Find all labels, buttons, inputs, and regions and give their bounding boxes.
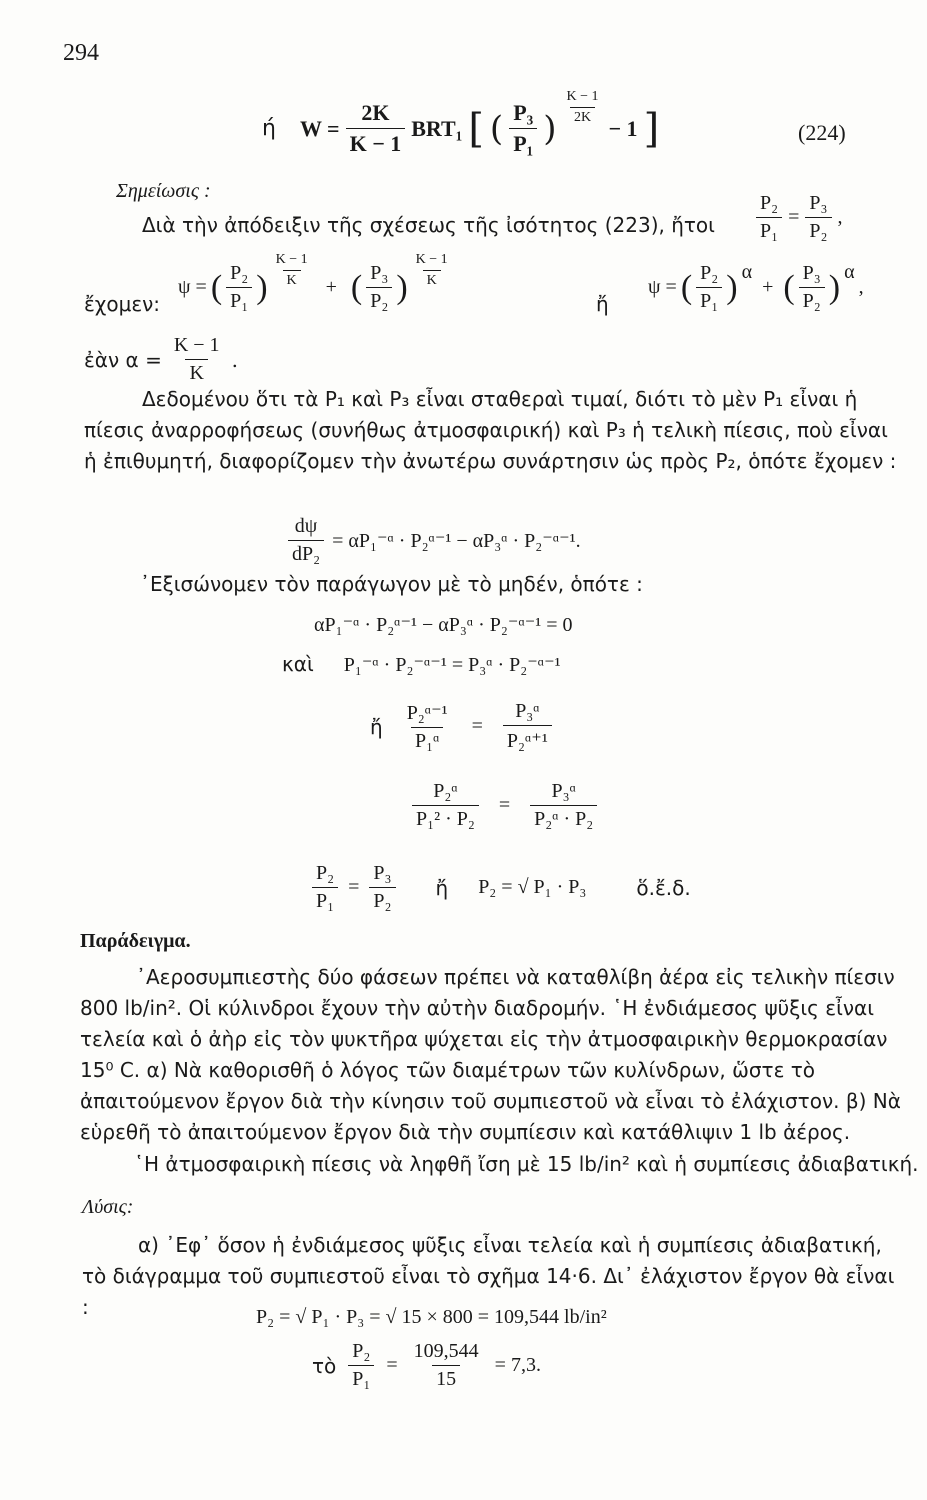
psi-symbol-2: ψ = [648, 276, 677, 298]
equation-fraction-2: $\frac{\text{P₂ᵅ}}{\text{P₁² · P₂}}$ = $\frac{\text{P₃ᵅ}}{\text{P₂ᵅ · P₂}}$ [412, 780, 597, 831]
solution-eq-1: P₂ = √ P₁ · P₃ = √ 15 × 800 = 109,544 lb/in² [256, 1306, 607, 1328]
note-n1: P₂ [760, 192, 779, 214]
f2-n2: P₃ᵅ [551, 780, 576, 802]
or-word: ή [262, 116, 276, 141]
psi-or: ἤ [596, 292, 609, 316]
f2-d1: P₁² · P₂ [412, 805, 479, 831]
psi-exp-den-2: K [423, 270, 441, 289]
eq224-p3: P₃ [513, 100, 534, 125]
sol-n2: 109,544 [413, 1340, 479, 1362]
solution-text: α) ᾿Εφ᾿ ὅσον ἡ ἐνδιάμεσος ψῦξις εἶναι τελεία καὶ ἡ συμπίεσις ἀδιαβατική, τὸ διάγραμμα τοῦ συμπιεστοῦ εἶναι τὸ σχῆμα 14·6. Δι᾿ ἐλάχιστον ἔργον θὰ εἶναι : [82, 1233, 895, 1319]
set-zero-text: ᾿Εξισώνομεν τὸν παράγωγον μὲ τὸ μηδέν, ὁπότε : [140, 572, 643, 596]
psi2-alpha-2: α [844, 261, 855, 283]
psi-p2b: P₂ [366, 287, 392, 313]
fin-d2: P₂ [369, 887, 395, 913]
alpha-text: ἐὰν α = [84, 347, 162, 372]
psi2-p2b: P₂ [799, 287, 825, 313]
f2-d2: P₂ᵅ · P₂ [530, 805, 597, 831]
equation-or: ἤ $\frac{\text{P₂ᵅ⁻¹}}{\text{P₁ᵅ}}$ = $\frac{\text{P₃ᵅ}}{\text{P₂ᵅ⁺¹}}$ [370, 700, 552, 753]
minus-one: − 1 [608, 115, 638, 141]
psi-equation-2: ψ = ( $\frac{\text{P₂}}{\text{P₁}}$ ) α + ( $\frac{\text{P₃}}{\text{P₂}}$ ) α , [648, 261, 864, 312]
eq224-frac-num: 2K [361, 100, 390, 125]
fin-n2: P₃ [373, 862, 392, 884]
alpha-den: K [185, 359, 207, 385]
equation-224 [262, 89, 660, 157]
paren-open: ( [489, 108, 504, 149]
deriv-rhs: = αP₁⁻ᵅ · P₂ᵅ⁻¹ − αP₃ᵅ · P₂⁻ᵅ⁻¹. [332, 530, 581, 552]
fin-sqrt: P₂ = √ P₁ · P₃ [478, 876, 587, 898]
example-heading: Παράδειγμα. [80, 930, 191, 952]
and-equation: P₁⁻ᵅ · P₂⁻ᵅ⁻¹ = P₃ᵅ · P₂⁻ᵅ⁻¹ [343, 654, 561, 676]
w-lhs: W = [299, 115, 340, 141]
deriv-num: dψ [294, 515, 318, 537]
alpha-definition: ἐὰν α = $\frac{K - 1}{K}$ . [84, 334, 238, 384]
eqor-n2: P₃ᵅ [515, 700, 540, 722]
solution-eq-2 [312, 1340, 541, 1391]
eqor-n1: P₂ᵅ⁻¹ [406, 702, 448, 724]
psi-p3: P₃ [370, 262, 389, 284]
note-n2: P₃ [809, 192, 828, 214]
psi-lead: ἔχομεν: [84, 292, 161, 316]
note-line-1: Διὰ τὴν ἀπόδειξιν τῆς σχέσεως τῆς ἰσότητος (223), ἤτοι [142, 213, 715, 237]
brt-term: BRT₁ [411, 115, 463, 141]
bracket-open: [ [468, 105, 484, 152]
fin-d1: P₁ [312, 887, 338, 913]
and-word: καὶ [282, 652, 314, 676]
sol-d2: 15 [432, 1365, 460, 1391]
eq224-p1: P₁ [509, 128, 537, 157]
fin-n1: P₂ [316, 862, 335, 884]
eq224-exp-den: 2K [570, 107, 595, 126]
deriv-den: dP₂ [288, 540, 324, 566]
note-comma: , [837, 206, 843, 228]
psi-exp-num-2: K − 1 [415, 252, 448, 267]
page-number: 294 [63, 40, 99, 66]
eq224-fraction [346, 100, 406, 157]
eq224-exp-num: K − 1 [566, 89, 599, 104]
paren-close: ) [543, 108, 557, 149]
solution-heading: Λύσις: [82, 1196, 134, 1218]
qed: ὅ.ἔ.δ. [636, 875, 691, 900]
paragraph-1: Δεδομένου ὅτι τὰ P₁ καὶ P₃ εἶναι σταθεραὶ τιμαί, διότι τὸ μὲν P₁ εἶναι ἡ πίεσις ἀναρροφήσεως (συνήθως ἀτμοσφαιρική) καὶ P₃ ἡ τελικὴ πίεσις, ποὺ εἶναι ἡ ἐπιθυμητή, διαφορίζομεν τὴν ἀνωτέρω συνάρτησιν ὡς πρὸς P₂, ὁπότε ἔχομεν : [84, 387, 897, 473]
psi-exp-den-1: K [283, 270, 301, 289]
note-d1: P₁ [756, 217, 782, 243]
sol-eq: = [386, 1354, 398, 1376]
eq224-p-ratio [509, 100, 537, 157]
psi2-plus: + [762, 276, 774, 298]
sol-result: = 7,3. [494, 1354, 541, 1376]
eqor-d2: P₂ᵅ⁺¹ [503, 725, 552, 753]
psi2-p3: P₃ [802, 262, 821, 284]
psi2-p1: P₁ [696, 287, 722, 313]
psi2-p2: P₂ [700, 262, 719, 284]
sol-to: τὸ [312, 1353, 337, 1378]
sol-d1: P₁ [348, 1365, 374, 1391]
note-fraction [756, 192, 843, 243]
psi-p1: P₁ [226, 287, 252, 313]
psi-equation-1: ψ = ( $\frac{\text{P₂}}{\text{P₁}}$ ) $\frac{K - 1}{K}$ + ( $\frac{\text{P₃}}{\text{P₂}}$ ) $\frac{K - 1}{K}$ [178, 262, 452, 313]
fin-or: ἤ [435, 875, 449, 900]
eq224-frac-den: K − 1 [346, 128, 406, 157]
equation-zero: αP₁⁻ᵅ · P₂ᵅ⁻¹ − αP₃ᵅ · P₂⁻ᵅ⁻¹ = 0 [314, 614, 573, 636]
or-word-2: ἤ [370, 714, 383, 739]
derivative-equation [288, 515, 581, 566]
example-text: ᾿Αεροσυμπιεστὴς δύο φάσεων πρέπει νὰ καταθλίβη ἀέρα εἰς τελικὴν πίεσιν 800 lb/in². Οἱ κύλινδροι ἔχουν τὴν αὐτὴν διαδρομήν. ῾Η ἐνδιάμεσος ψῦξις εἶναι τελεία καὶ ὁ ἀὴρ εἰς τὸν ψυκτῆρα ψύχεται εἰς τὴν ἀτμοσφαιρικὴν θερμοκρασίαν 15⁰ C. α) Νὰ καθορισθῆ ὁ λόγος τῶν διαμέτρων τῶν κυλίνδρων, ὥστε τὸ ἀπαιτούμενον ἔργον διὰ τὴν κίνησιν τοῦ συμπιεστοῦ νὰ εἶναι τὸ ἐλάχιστον. β) Νὰ εὑρεθῆ τὸ ἀπαιτούμενον ἔργον διὰ τὴν συμπίεσιν καὶ κατάθλιψιν 1 lb ἀέρος. [80, 965, 901, 1144]
equation-and [282, 652, 561, 677]
bracket-close: ] [643, 105, 660, 152]
sol-n1: P₂ [352, 1340, 371, 1362]
equation-label: (224) [798, 120, 846, 145]
example-note: ῾Η ἀτμοσφαιρικὴ πίεσις νὰ ληφθῆ ἴση μὲ 15 lb/in² καὶ ἡ συμπίεσις ἀδιαβατική. [134, 1152, 919, 1176]
psi-plus: + [325, 276, 337, 298]
psi2-alpha-1: α [741, 261, 753, 283]
psi-symbol: ψ = [178, 276, 207, 298]
f2-n1: P₂ᵅ [433, 780, 458, 802]
psi-p2: P₂ [230, 262, 249, 284]
alpha-num: K − 1 [173, 334, 220, 356]
eqor-d1: P₁ᵅ [411, 727, 443, 753]
note-eq: = [788, 206, 800, 228]
eq224-exponent [563, 89, 603, 126]
equation-final: $\frac{\text{P₂}}{\text{P₁}}$ = $\frac{\text{P₃}}{\text{P₂}}$ ἤ P₂ = √ P₁ · P₃ ὅ.ἔ.δ. [312, 862, 691, 913]
psi-exp-num-1: K − 1 [275, 252, 308, 267]
note-d2: P₂ [805, 217, 831, 243]
note-heading: Σημείωσις : [116, 180, 211, 202]
